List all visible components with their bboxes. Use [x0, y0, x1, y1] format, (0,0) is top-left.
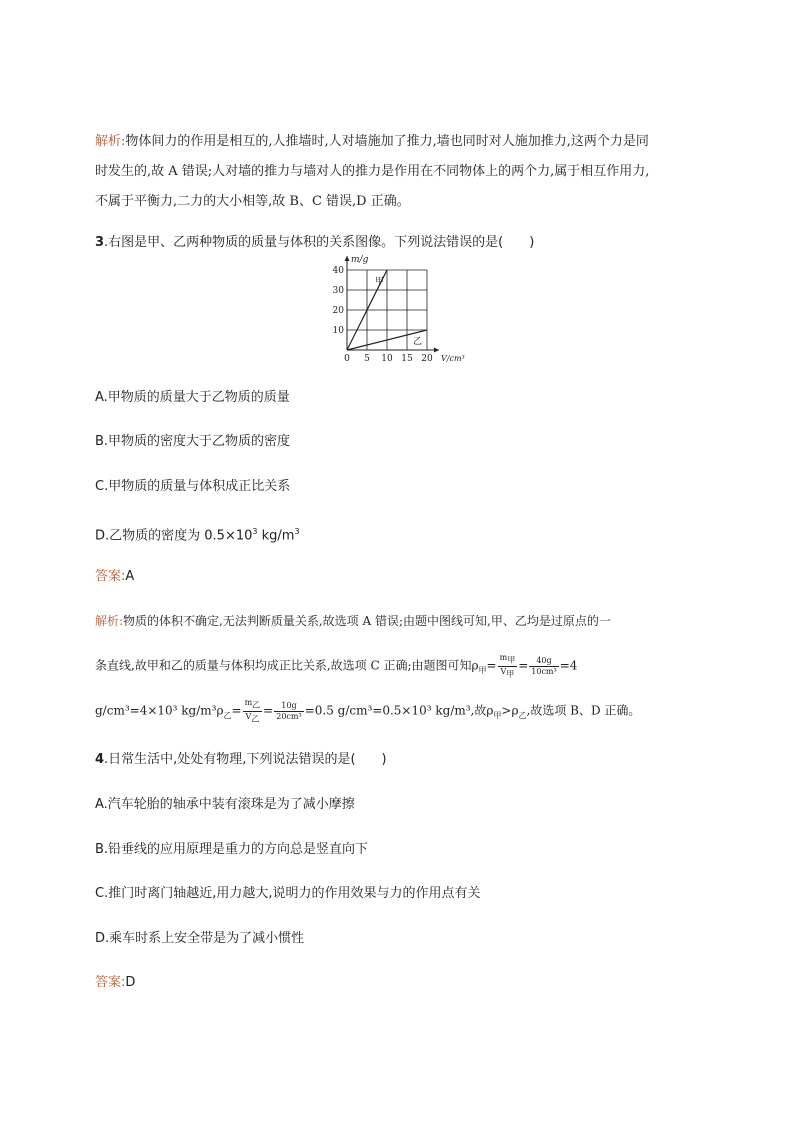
analysis-text: g/cm³=4×10³ kg/m³ρ: [95, 703, 224, 718]
x-axis-label: V/cm³: [441, 354, 465, 363]
frac-den: 20cm³: [276, 711, 302, 721]
subscript: 乙: [251, 714, 260, 724]
analysis-text: 时发生的,故 A 错误;人对墙的推力与墙对人的推力是作用在不同物体上的两个力,属于相互作用力,: [95, 164, 650, 179]
answer-value: D: [125, 975, 136, 990]
q2-analysis-line-3: [95, 192, 705, 212]
question-number: 4: [95, 752, 105, 767]
subscript: 乙: [223, 710, 232, 720]
q3-option-c: C.甲物质的质量与体积成正比关系: [95, 479, 291, 494]
fraction-m-over-v: [243, 698, 263, 724]
analysis-text: 不属于平衡力,二力的大小相等,故 B、C 错误,D 正确。: [95, 194, 410, 209]
analysis-text: >ρ: [501, 703, 519, 718]
y-tick-label: 20: [332, 306, 344, 316]
analysis-label: 解析:: [95, 134, 126, 149]
q4-option-a: A.汽车轮胎的轴承中装有滚珠是为了减小摩擦: [95, 797, 355, 812]
q3-option-a: A.甲物质的质量大于乙物质的质量: [95, 390, 290, 405]
frac-den: 10cm³: [531, 666, 557, 676]
frac-num: m: [499, 653, 508, 662]
subscript: 甲: [506, 669, 515, 679]
answer-label: 答案:: [95, 975, 126, 990]
q4-option-d: D.乘车时系上安全带是为了减小惯性: [95, 931, 305, 946]
subscript: 乙: [252, 700, 261, 710]
subscript: 甲: [478, 665, 487, 675]
question-text: .右图是甲、乙两种物质的质量与体积的关系图像。下列说法错误的是( ): [104, 235, 535, 250]
frac-num: 40g: [529, 656, 558, 667]
exponent: 3: [252, 527, 258, 536]
answer-value: A: [125, 569, 135, 584]
analysis-text: =0.5 g/cm³=0.5×10³ kg/m³,故ρ: [304, 703, 494, 718]
x-tick-label: 15: [401, 354, 413, 364]
x-tick-label: 20: [421, 354, 433, 364]
y-tick-label: 40: [332, 266, 344, 276]
series-label-2: 乙: [413, 337, 423, 347]
y-tick-label: 30: [332, 286, 344, 296]
equals: =: [486, 658, 497, 673]
q3-analysis-line-3: g/cm³=4×10³ $kg/m^3\rho_乙=$ $\frac{m_乙}{V_乙}$ = $\frac{10g}{\text{20cm³}}$ =0.5 g/cm³=0.5×10³ kg/m³,故$\rho_甲>\rho_乙$,故选项 B、D 正确。: [95, 698, 641, 724]
fraction-m-over-v: [498, 653, 518, 679]
y-axis-label: m/g: [351, 255, 369, 265]
x-tick-label: 10: [381, 354, 393, 364]
question-number: 3: [95, 235, 105, 250]
subscript: 甲: [507, 655, 516, 665]
q2-analysis-line-2: [95, 162, 705, 182]
x-axis-arrow: [434, 348, 439, 353]
frac-num: m: [244, 698, 253, 707]
q3-answer: [95, 567, 705, 587]
q4-option-c: C.推门时离门轴越近,用力越大,说明力的作用效果与力的作用点有关: [95, 886, 481, 901]
analysis-text: =4: [559, 658, 578, 673]
analysis-text: ,故选项 B、D 正确。: [526, 703, 641, 718]
q2-analysis-line-1: [95, 132, 705, 152]
frac-num: 10g: [274, 701, 303, 712]
y-tick-label: 10: [332, 326, 344, 336]
q4-answer: [95, 973, 705, 993]
mass-volume-chart: [320, 248, 470, 368]
fraction-values: [529, 656, 558, 677]
exponent: 3: [294, 527, 300, 536]
analysis-text: 物体间力的作用是相互的,人推墙时,人对墙施加了推力,墙也同时对人施加推力,这两个力是同: [125, 134, 649, 149]
q3-option-d: [95, 522, 705, 546]
series-label-1: 甲: [375, 277, 385, 287]
q3-option-b: B.甲物质的密度大于乙物质的密度: [95, 434, 291, 449]
fraction-values: [274, 701, 303, 722]
q3-analysis-line-2: 条直线,故甲和乙的质量与体积均成正比关系,故选项 C 正确;由题图可知$\rho_甲=$ $\frac{m_甲}{V_甲}$ = $\frac{40g}{\text{10cm³}}$ =4: [95, 653, 578, 679]
analysis-text: 物质的体积不确定,无法判断质量关系,故选项 A 错误;由题中图线可知,甲、乙均是过原点的一: [123, 614, 611, 628]
subscript: 甲: [493, 710, 502, 720]
y-axis-arrow: [345, 256, 350, 261]
option-d-text: D.乙物质的密度为 0.5×10: [95, 528, 253, 544]
frac-den: V: [500, 666, 507, 676]
subscript: 乙: [518, 710, 527, 720]
q3-analysis-line-1: [95, 611, 705, 631]
analysis-label: 解析:: [95, 614, 124, 628]
unit: kg/m: [257, 528, 295, 544]
x-tick-label: 5: [364, 354, 370, 364]
question-text: .日常生活中,处处有物理,下列说法错误的是( ): [104, 752, 387, 767]
q4-stem: [95, 750, 705, 770]
answer-label: 答案:: [95, 569, 126, 584]
q4-option-b: B.铅垂线的应用原理是重力的方向总是竖直向下: [95, 842, 369, 857]
analysis-text: 条直线,故甲和乙的质量与体积均成正比关系,故选项 C 正确;由题图可知ρ: [95, 658, 479, 673]
x-tick-label: 0: [344, 354, 350, 364]
frac-den: V: [245, 711, 252, 721]
